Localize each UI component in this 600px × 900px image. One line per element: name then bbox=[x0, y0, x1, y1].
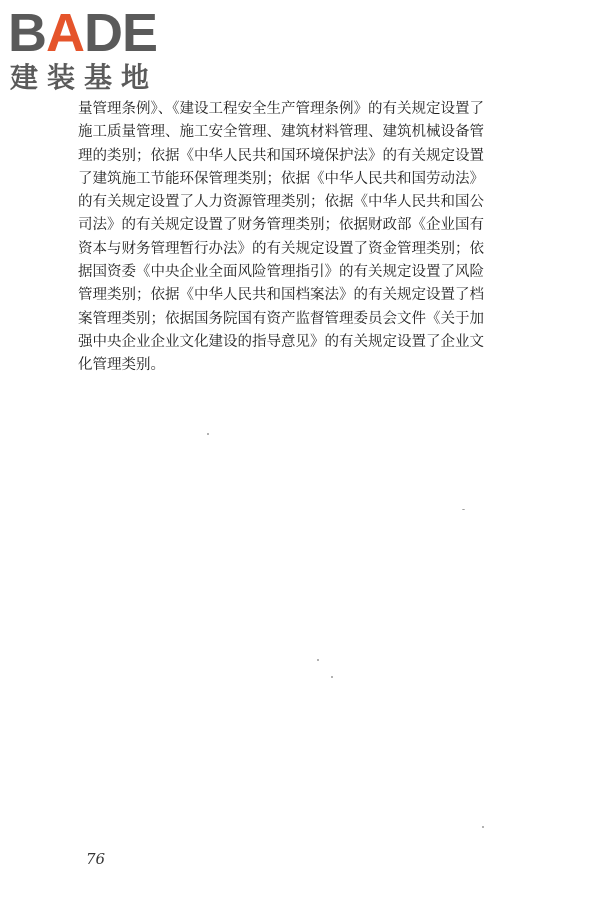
text-line: 管理类别；依据《中华人民共和国档案法》的有关规定设置了档 bbox=[78, 287, 484, 304]
text-line: 了建筑施工节能环保管理类别；依据《中华人民共和国劳动法》 bbox=[78, 170, 484, 187]
scan-speck bbox=[207, 433, 209, 435]
text-line: 施工质量管理、施工安全管理、建筑材料管理、建筑机械设备管 bbox=[78, 124, 484, 141]
logo-letter-b: B bbox=[8, 3, 46, 63]
text-line: 化管理类别。 bbox=[78, 357, 165, 374]
scan-speck bbox=[331, 676, 333, 678]
body-paragraph bbox=[78, 98, 518, 378]
logo-subtitle: 建装基地 bbox=[10, 61, 159, 94]
text-line: 量管理条例》、《建设工程安全生产管理条例》的有关规定设置了 bbox=[78, 101, 484, 117]
text-line: 司法》的有关规定设置了财务管理类别；依据财政部《企业国有 bbox=[78, 217, 484, 234]
logo-wordmark bbox=[8, 3, 158, 63]
text-line: 的有关规定设置了人力资源管理类别；依据《中华人民共和国公 bbox=[78, 194, 484, 211]
text-line: 据国资委《中央企业全面风险管理指引》的有关规定设置了风险 bbox=[78, 264, 484, 281]
scan-speck bbox=[317, 659, 319, 661]
logo-letters-de: DE bbox=[84, 3, 158, 63]
text-line: 强中央企业企业文化建设的指导意见》的有关规定设置了企业文 bbox=[78, 333, 484, 350]
text-line: 案管理类别；依据国务院国有资产监督管理委员会文件《关于加 bbox=[78, 310, 484, 327]
scan-speck bbox=[482, 826, 484, 828]
bade-logo bbox=[8, 3, 178, 94]
page-number: 76 bbox=[86, 850, 106, 868]
logo-letter-a-accent: A bbox=[46, 3, 84, 63]
text-line: 资本与财务管理暂行办法》的有关规定设置了资金管理类别；依 bbox=[78, 240, 484, 257]
text-line: 理的类别；依据《中华人民共和国环境保护法》的有关规定设置 bbox=[78, 147, 484, 164]
scan-speck bbox=[462, 509, 465, 510]
